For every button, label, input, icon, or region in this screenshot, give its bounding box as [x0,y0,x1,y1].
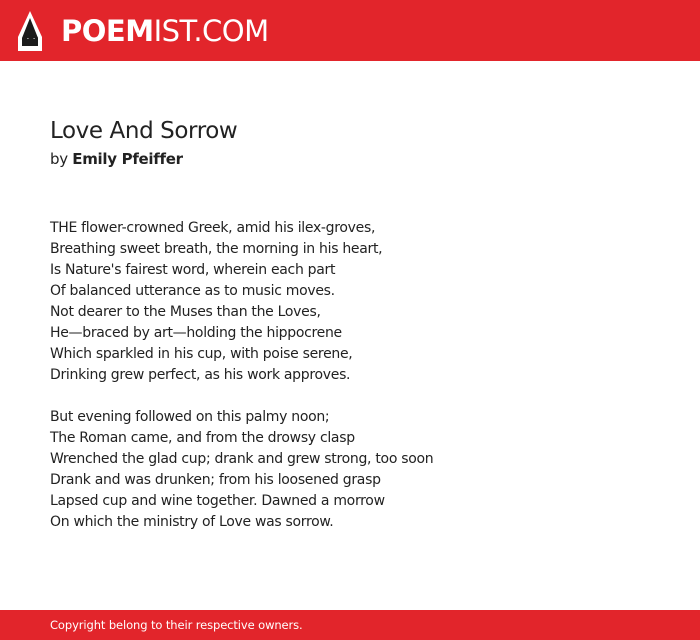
poem-stanza [50,407,650,533]
poem-stanza [50,218,650,386]
pencil-tip-icon [17,10,43,52]
logo-bold-part: POEM [61,14,154,48]
poem-line: Wrenched the glad cup; drank and grew strong, too soon [50,451,434,467]
poem-line: But evening followed on this palmy noon; [50,409,330,425]
poem-line: On which the ministry of Love was sorrow. [50,514,334,530]
poem-line: Lapsed cup and wine together. Dawned a morrow [50,493,385,509]
logo-light-part: IST.COM [153,14,269,48]
site-logo-link[interactable] [17,10,269,52]
byline-prefix: by [50,150,68,168]
site-footer [0,610,700,640]
poem-line: He—braced by art—holding the hippocrene [50,325,342,341]
poem-line: Is Nature's fairest word, wherein each part [50,262,336,278]
poem-byline [50,150,650,168]
poem-line: THE flower-crowned Greek, amid his ilex-groves, [50,220,376,236]
poem-line: Which sparkled in his cup, with poise serene, [50,346,353,362]
poem-line: Breathing sweet breath, the morning in his heart, [50,241,383,257]
poem-line: Of balanced utterance as to music moves. [50,283,335,299]
poem-line: Drank and was drunken; from his loosened grasp [50,472,381,488]
site-header [0,0,700,61]
poem-content [50,112,650,533]
poem-line: Not dearer to the Muses than the Loves, [50,304,321,320]
poem-line: Drinking grew perfect, as his work approves. [50,367,351,383]
poem-author: Emily Pfeiffer [72,150,183,168]
site-logo-text [61,10,269,52]
poem-body [50,218,650,533]
poem-line: The Roman came, and from the drowsy clasp [50,430,355,446]
copyright-notice: Copyright belong to their respective owners. [50,618,303,632]
poem-title: Love And Sorrow [50,118,238,144]
